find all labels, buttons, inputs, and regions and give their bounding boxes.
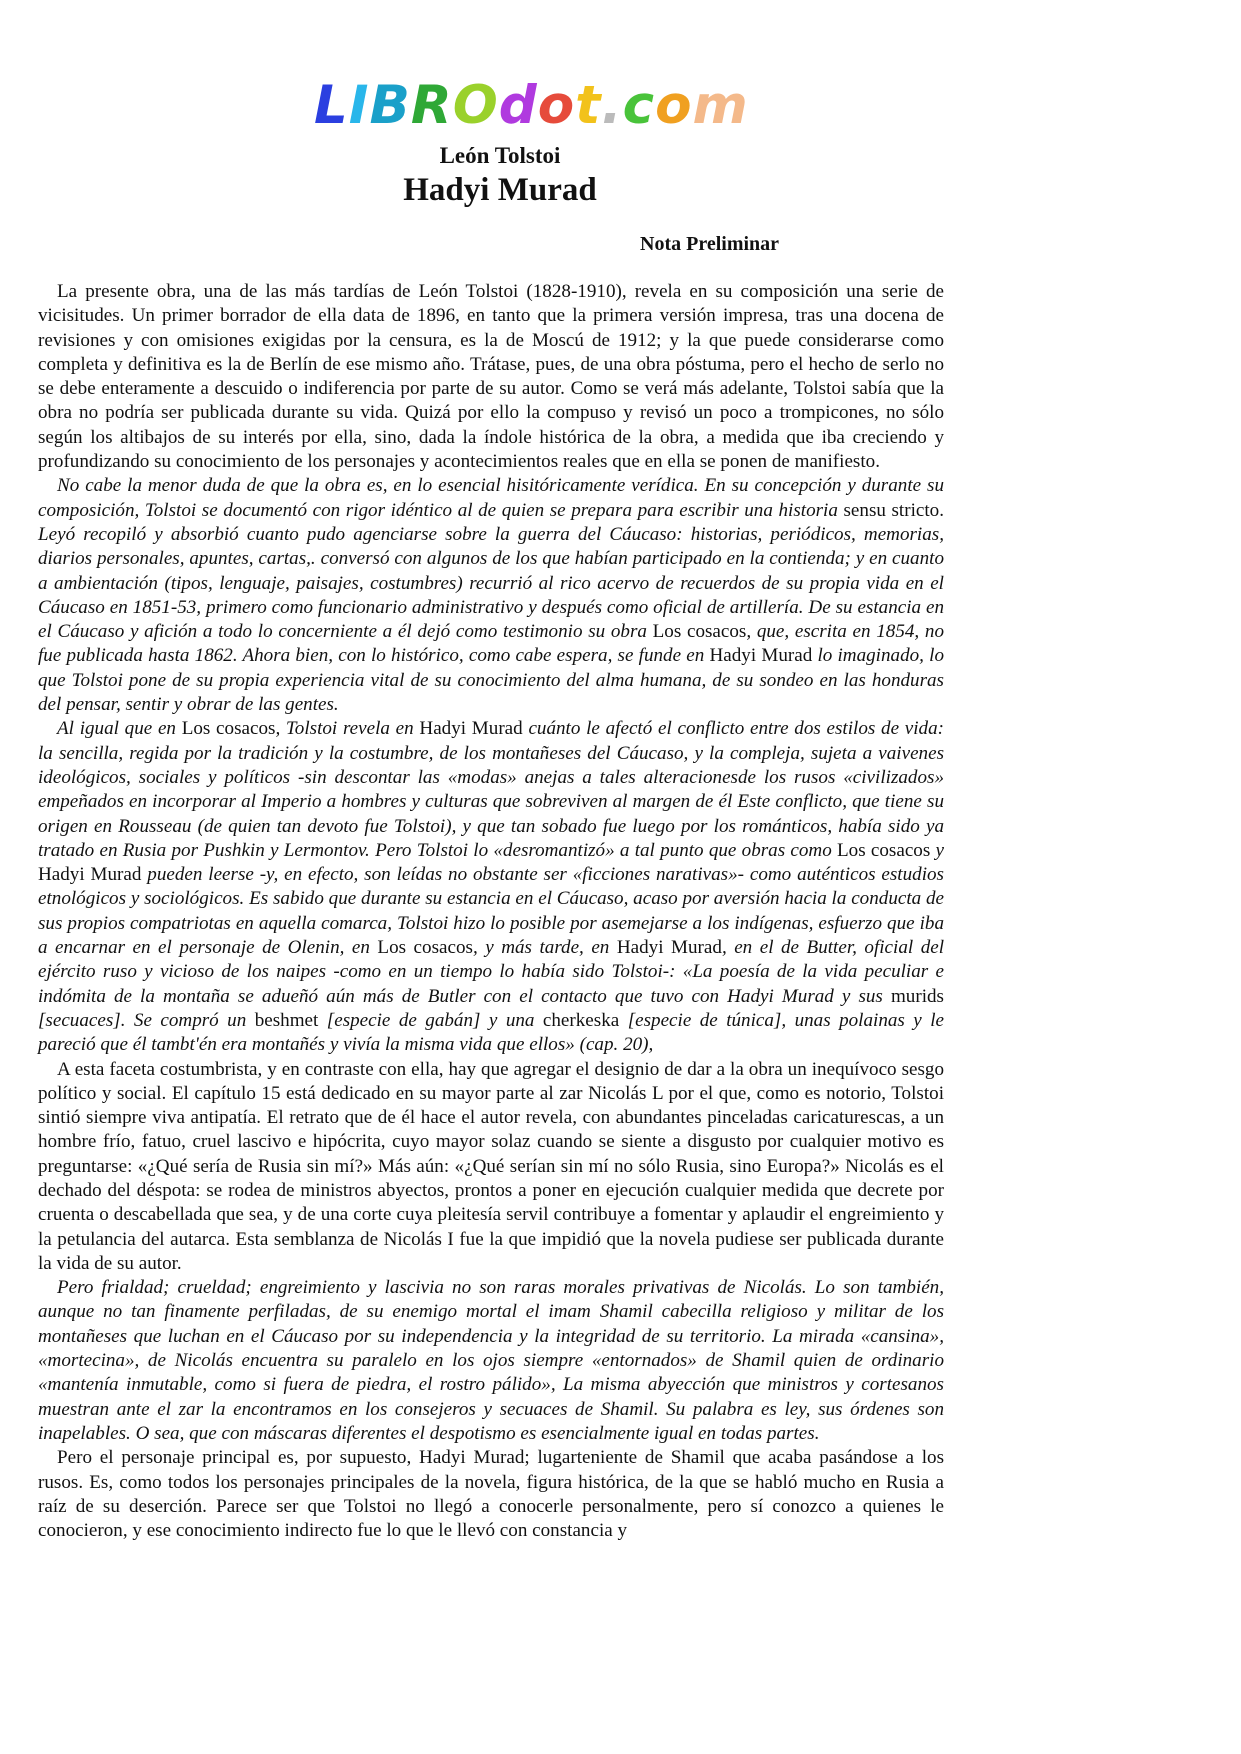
text-run: [especie de túnica], unas polainas y le pareció que él tambt'én era montañés y vivía la misma vida que ellos» (cap. 20), [38,1009,944,1056]
roman-text-run: cherkeska [542,1009,620,1031]
roman-text-run: murids [890,985,944,1007]
body-text [38,280,944,1543]
logo-letter: d [498,75,538,136]
text-run: Pero frialdad; crueldad; engreimiento y lascivia no son raras morales privativas de Nicolás. Lo son también, aunque no tan finamente perfiladas, de su enemigo mortal el imam Shamil cabecilla religioso y militar de los montañeses que luchan en el Cáucaso por su independencia y la integridad de su territorio. La mirada «cansina», «mortecina», de Nicolás encuentra su paralelo en los ojos siempre «entornados» de Shamil quien de ordinario «mantenía inmutable, como si fuera de piedra, el rostro pálido», La misma abyección que ministros y cortesanos muestran ante el zar la encontramos en los consejeros y secuaces de Shamil. Su palabra es ley, sus órdenes son inapelables. O sea, que con máscaras diferentes el despotismo es esencialmente igual en todas partes. [38,1277,944,1444]
text-run: [especie de gabán] y una [318,1009,543,1031]
roman-text-run: Hadyi Murad [616,937,722,959]
paragraph [38,280,944,474]
roman-text-run: Los cosacos [181,718,276,740]
text-run: A esta faceta costumbrista, y en contraste con ella, hay que agregar el designio de dar a la obra un inequívoco sesgo político y social. El capítulo 15 está dedicado en su mayor parte al zar Nicolás L por el que, como es notorio, Tolstoi sintió siempre viva antipatía. El retrato que de él hace el autor revela, con abundantes pinceladas caricaturescas, a un hombre frío, fatuo, cruel lascivo e hipócrita, cuyo mayor solaz cuando se siente a disgusto por cualquier motivo es preguntarse: «¿Qué sería de Rusia sin mí?» Más aún: «¿Qué serían sin mí no sólo Rusia, sino Europa?» Nicolás es el dechado del déspota: se rodea de ministros abyectos, prontos a poner en ejecución cualquier medida que decrete por cruenta o descabellada que sea, y de una corte cuya pleitesía servil contribuye a fomentar y aplaudir el engreimiento y la petulancia del autarca. Esta semblanza de Nicolás I fue la que impidió que la novela pudiese ser publicada durante la vida de su autor. [38,1058,944,1274]
logo-letter: m [692,75,749,136]
roman-text-run: Hadyi Murad [709,645,813,667]
paragraph [38,1446,944,1543]
roman-text-run: sensu stricto. [837,499,945,521]
text-run: , que, escrita en 1854, no fue publicada hasta 1862. Ahora bien, con lo histórico, como cabe espera, se funde en [38,621,944,667]
roman-text-run: beshmet [254,1009,319,1031]
text-run: No cabe la menor duda de que la obra es, en lo esencial hisitóricamente verídica. En su concepción y durante su composición, Tolstoi se documentó con rigor idéntico al de quien se prepara para escribir una historia [38,475,944,521]
author-name: León Tolstoi [439,143,561,168]
paragraph [38,717,944,1057]
logo-letter: o [655,75,693,136]
roman-text-run: Los cosacos [377,937,473,959]
paragraph [38,474,944,717]
roman-text-run: Los cosacos [652,621,747,643]
roman-text-run: Hadyi Murad [419,718,523,740]
text-run: lo imaginado, lo que Tolstoi pone de su propia experiencia vital de su conocimiento del alma humana, de su sondeo en las honduras del pensar, sentir y obrar de las gentes. [38,645,944,716]
roman-text-run: Los cosacos [837,839,931,861]
text-run: La presente obra, una de las más tardías de León Tolstoi (1828-1910), revela en su composición una serie de vicisitudes. Un primer borrador de ella data de 1896, en tanto que la primera versión impresa, tras una docena de revisiones y con omisiones exigidas por la censura, es la de Moscú de 1912; y la que puede considerarse como completa y definitiva es la de Berlín de ese mismo año. Trátase, pues, de una obra póstuma, pero el hecho de serlo no se debe enteramente a descuido o indiferencia por parte de su autor. Como se verá más adelante, Tolstoi sabía que la obra no podría ser publicada durante su vida. Quizá por ello la compuso y revisó un poco a trompicones, no sólo según los altibajos de su interés por ella, sino, dada la índole histórica de la obra, a medida que iba creciendo y profundizando su conocimiento de los personajes y acontecimientos reales que en ella se ponen de manifiesto. [38,281,944,473]
text-run: Pero el personaje principal es, por supuesto, Hadyi Murad; lugarteniente de Shamil que acaba pasándose a los rusos. Es, como todos los personajes principales de la novela, figura histórica, de la que se habló mucho en Rusia a raíz de su deserción. Parece ser que Tolstoi no llegó a conocerle personalmente, pero sí conozco a quienes le conocieron, y ese conocimiento indirecto fue lo que le llevó con constancia y [38,1447,944,1542]
logo-letter: c [622,75,656,136]
text-run: , en el de Butter, oficial del ejército ruso y vicioso de los naipes -como en un tiempo lo había sido Tolstoi-: «La poesía de la vida peculiar e indómita de la montaña se adueñó aún más de Butler con el contacto que tuvo con Hadyi Murad y sus [38,937,945,1007]
logo-letter: I [348,75,370,136]
logo-letter: R [410,75,453,136]
librodot-logo [314,76,749,136]
text-run: Leyó recopiló y absorbió cuanto pudo agenciarse sobre la guerra del Cáucaso: historias, periódicos, memorias, diarios personales, apuntes, cartas,. conversó con algunos de los que habían participado en la contienda; y en cuanto a ambientación (tipos, lenguaje, paisajes, costumbres) recurrió al rico acervo de recuerdos de su propia vida en el Cáucaso en 1851-53, primero como funcionario administrativo y después como oficial de artillería. De su estancia en el Cáucaso y afición a todo lo concerniente a él dejó como testimonio su obra [38,523,944,643]
paragraph [38,1058,944,1277]
text-run: [secuaces]. Se compró un [38,1009,255,1031]
book-title: Hadyi Murad [403,172,597,208]
logo-letter: B [369,75,411,136]
logo-letter: L [314,75,349,136]
paragraph [38,1276,944,1446]
logo-letter: . [601,75,623,136]
section-heading: Nota Preliminar [640,233,780,255]
text-run: y [930,839,945,861]
logo-letter: t [575,75,602,136]
text-run: Al igual que en [57,718,182,740]
text-run: , Tolstoi revela en [275,718,420,740]
text-run: , y más tarde, en [472,937,617,959]
logo-letter: O [452,75,499,136]
text-run: cuánto le afectó el conflicto entre dos estilos de vida: la sencilla, regida por la tradición y la costumbre, de los montañeses del Cáucaso, y la compleja, sujeta a vaivenes ideológicos, sociales y políticos -sin descontar las «modas» anejas a tales alteracionesde los rusos «civilizados» empeñados en incorporar al Imperio a hombres y culturas que sobreviven al margen de él Este conflicto, que tiene su origen en Rousseau (de quien tan devoto fue Tolstoi), y que tan sobado fue luego por los románticos, había sido ya tratado en Rusia por Pushkin y Lermontov. Pero Tolstoi lo «desromantizó» a tal punto que obras como [38,718,945,861]
roman-text-run: Hadyi Murad [38,864,142,886]
logo-letter: o [537,75,576,136]
text-run: pueden leerse -y, en efecto, son leídas no obstante ser «ficciones narativas»- como auténticos estudios etnológicos y sociológicos. Es sabido que durante su estancia en el Cáucaso, acaso por aversión hacia la conducta de sus propios compatriotas en aquella comarca, Tolstoi hizo lo posible por asemejarse a los indígenas, esfuerzo que iba a encarnar en el personaje de Olenin, en [38,864,944,959]
